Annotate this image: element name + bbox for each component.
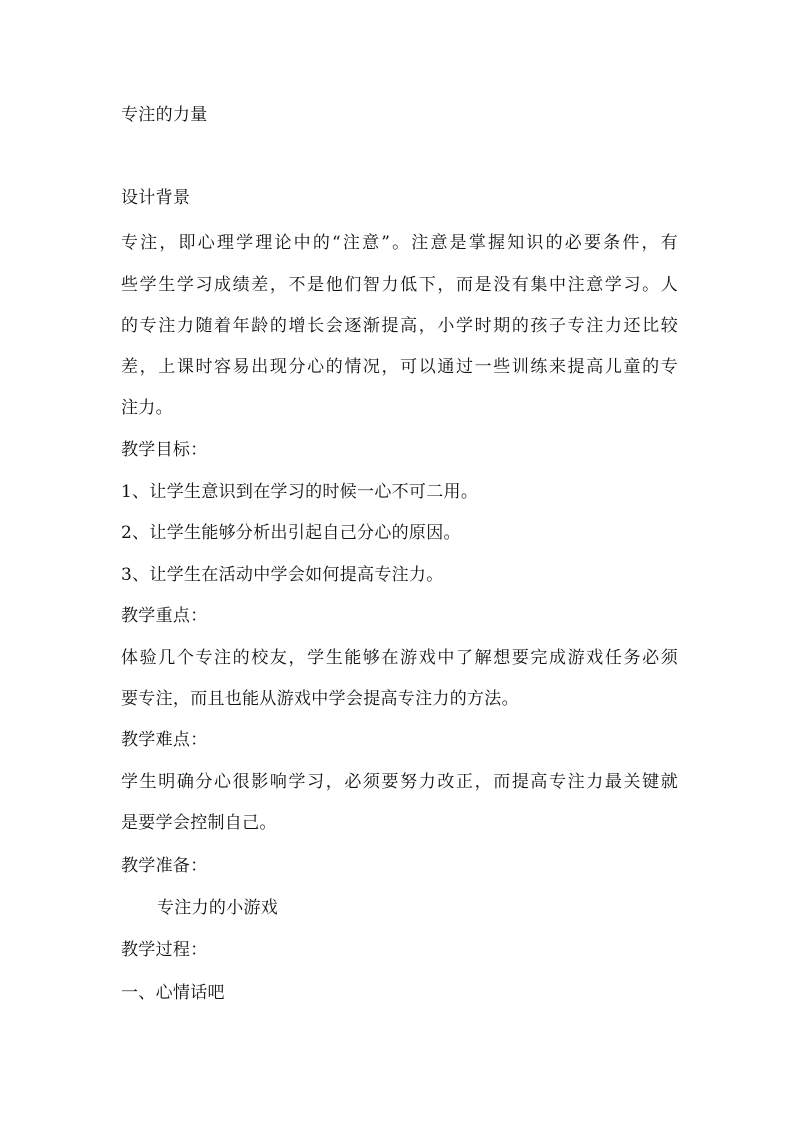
objective-item: 1、让学生意识到在学习的时候一心不可二用。 — [121, 482, 479, 502]
objectives-heading: 教学目标： — [121, 440, 208, 460]
objective-item: 2、让学生能够分析出引起自己分心的原因。 — [121, 523, 461, 543]
background-paragraph-line: 些学生学习成绩差，不是他们智力低下，而是没有集中注意学习。人 — [121, 275, 678, 295]
key-points-heading: 教学重点： — [121, 606, 208, 626]
preparation-heading: 教学准备： — [121, 856, 208, 876]
key-points-paragraph-line: 体验几个专注的校友，学生能够在游戏中了解想要完成游戏任务必须 — [121, 648, 678, 668]
background-paragraph-line: 专注，即心理学理论中的“注意”。注意是掌握知识的必要条件，有 — [121, 233, 678, 253]
background-paragraph-line: 注力。 — [121, 398, 173, 418]
document-title: 专注的力量 — [121, 105, 208, 125]
process-heading: 教学过程： — [121, 940, 208, 960]
difficulties-heading: 教学难点： — [121, 730, 208, 750]
difficulties-paragraph-line: 是要学会控制自己。 — [121, 813, 277, 833]
background-paragraph-line: 差，上课时容易出现分心的情况，可以通过一些训练来提高儿童的专 — [121, 357, 678, 377]
key-points-paragraph-line: 要专注，而且也能从游戏中学会提高专注力的方法。 — [121, 689, 519, 709]
difficulties-paragraph-line: 学生明确分心很影响学习，必须要努力改正，而提高专注力最关键就 — [121, 772, 678, 792]
preparation-content: 专注力的小游戏 — [157, 898, 279, 918]
process-step-heading: 一、心情话吧 — [121, 983, 225, 1003]
background-paragraph-line: 的专注力随着年龄的增长会逐渐提高，小学时期的孩子专注力还比较 — [121, 316, 678, 336]
objective-item: 3、让学生在活动中学会如何提高专注力。 — [121, 565, 444, 585]
background-heading: 设计背景 — [121, 188, 191, 208]
